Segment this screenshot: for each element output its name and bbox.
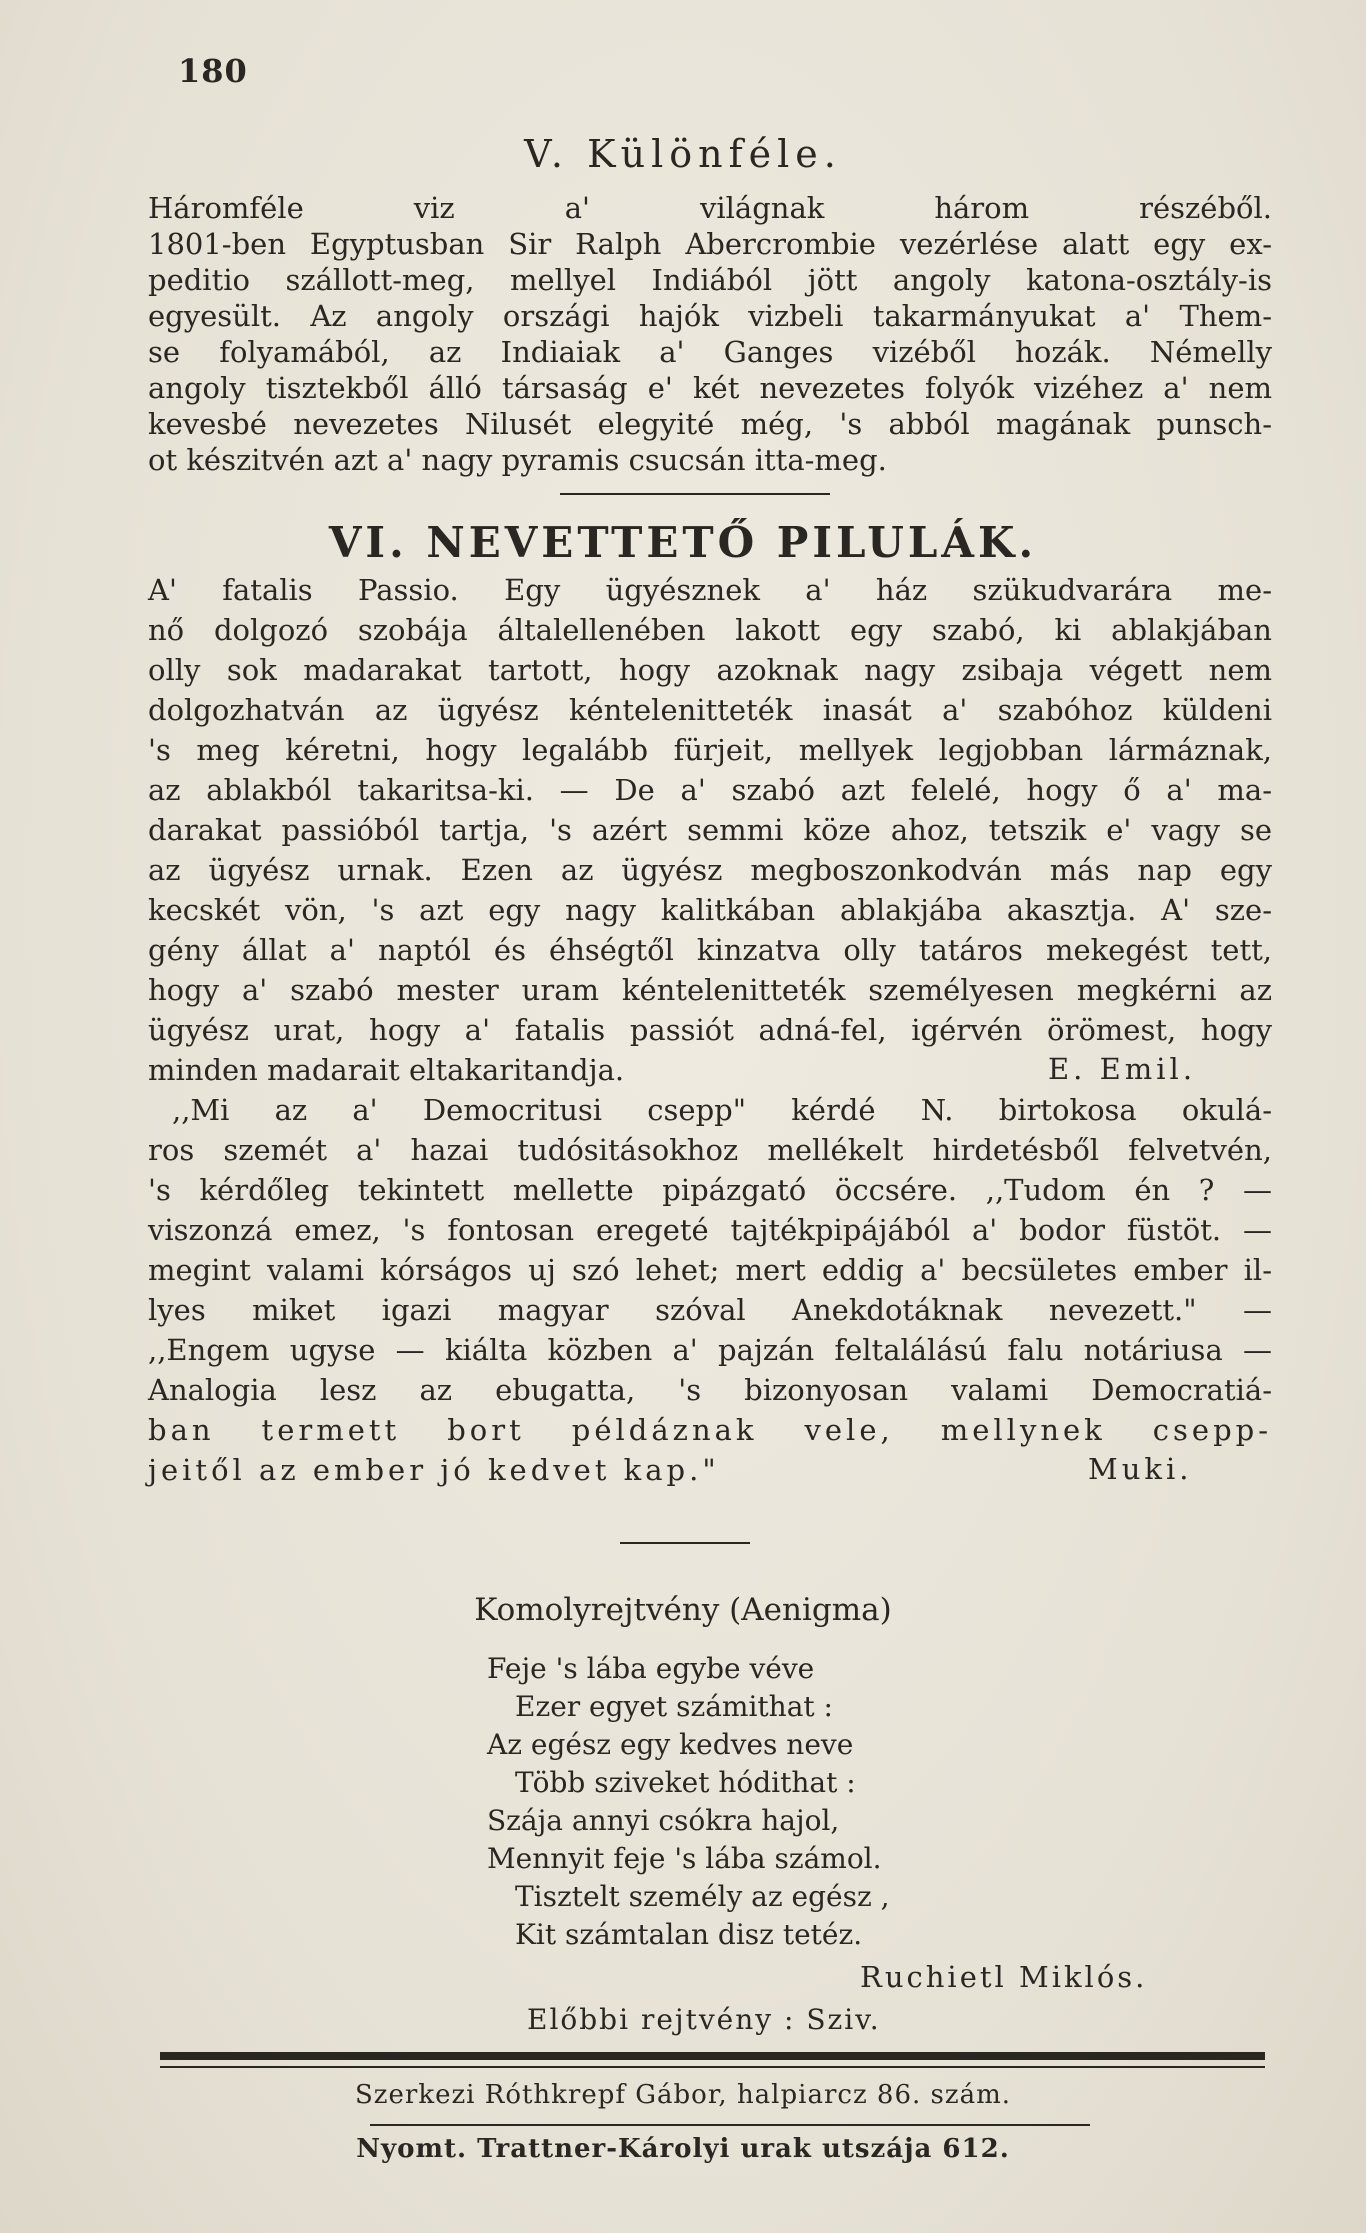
footer-rule-short <box>370 2124 1090 2126</box>
page-number: 180 <box>178 52 248 90</box>
divider-rule <box>620 1542 750 1544</box>
text-line: 's kérdőleg tekintett mellette pipázgató öccsére. ,,Tudom én ? — <box>148 1173 1272 1207</box>
verse-line: Feje 's lába egybe véve <box>487 1652 815 1685</box>
text-line: egyesült. Az angoly országi hajók vizbeli takarmányukat a' Them- <box>148 299 1272 333</box>
footer-rule-thick <box>160 2052 1265 2060</box>
text-line: angoly tisztekből álló társaság e' két nevezetes folyók vizéhez a' nem <box>148 371 1272 405</box>
verse-line: Szája annyi csókra hajol, <box>487 1804 840 1837</box>
text-line: minden madarait eltakaritandja. <box>148 1053 625 1087</box>
text-line: se folyamából, az Indiaiak a' Ganges vizéből hozák. Némelly <box>148 335 1272 369</box>
text-line: hogy a' szabó mester uram kéntelenitteték személyesen megkérni az <box>148 973 1272 1007</box>
printer-credit: Nyomt. Trattner-Károlyi urak utszája 612. <box>356 2134 1010 2164</box>
text-line: az ügyész urnak. Ezen az ügyész megboszonkodván más nap egy <box>148 853 1272 887</box>
text-line: jeitől az ember jó kedvet kap." <box>148 1453 720 1487</box>
text-line: dolgozhatván az ügyész kéntelenitteték inasát a' szabóhoz küldeni <box>148 693 1272 727</box>
previous-answer: Előbbi rejtvény : Sziv. <box>527 2003 881 2036</box>
verse-line: Kit számtalan disz tetéz. <box>515 1918 863 1951</box>
signature-muki: Muki. <box>1088 1452 1193 1486</box>
verse-line: Ezer egyet számithat : <box>515 1690 833 1723</box>
text-line: nő dolgozó szobája általellenében lakott egy szabó, ki ablakjában <box>148 613 1272 647</box>
text-line: megint valami kórságos uj szó lehet; mert eddig a' becsületes ember il- <box>148 1253 1272 1287</box>
text-line: peditio szállott-meg, mellyel Indiából jött angoly katona-osztály-is <box>148 263 1272 297</box>
footer-rule-thin <box>160 2066 1265 2068</box>
text-line: ban termett bort példáznak vele, mellynek csepp- <box>148 1413 1272 1447</box>
puzzle-author: Ruchietl Miklós. <box>860 1960 1148 1994</box>
verse-line: Az egész egy kedves neve <box>487 1728 854 1761</box>
section-vi-heading: VI. NEVETTETŐ PILULÁK. <box>328 518 1038 567</box>
verse-line: Tisztelt személy az egész , <box>515 1880 890 1913</box>
divider-rule <box>560 493 830 495</box>
text-line: ügyész urat, hogy a' fatalis passiót adná-fel, igérvén örömest, hogy <box>148 1013 1272 1047</box>
verse-line: Több sziveket hódithat : <box>515 1766 856 1799</box>
text-line: viszonzá emez, 's fontosan eregeté tajtékpipájából a' bodor füstöt. — <box>148 1213 1272 1247</box>
text-line: ,,Engem ugyse — kiálta közben a' pajzán feltalálású falu notáriusa — <box>148 1333 1272 1367</box>
text-line: kevesbé nevezetes Nilusét elegyité még, 's abból magának punsch- <box>148 407 1272 441</box>
text-line: A' fatalis Passio. Egy ügyésznek a' ház szükudvarára me- <box>148 573 1272 607</box>
verse-line: Mennyit feje 's lába számol. <box>487 1842 882 1875</box>
editor-credit: Szerkezi Róthkrepf Gábor, halpiarcz 86. szám. <box>355 2080 1011 2110</box>
text-line: gény állat a' naptól és éhségtől kinzatva olly tatáros mekegést tett, <box>148 933 1272 967</box>
text-line: Háromféle viz a' világnak három részéből. <box>148 191 1272 225</box>
text-line: ot készitvén azt a' nagy pyramis csucsán itta-meg. <box>148 443 887 477</box>
text-line: darakat passióból tartja, 's azért semmi köze ahoz, tetszik e' vagy se <box>148 813 1272 847</box>
text-line: ros szemét a' hazai tudósitásokhoz mellékelt hirdetésből felvetvén, <box>148 1133 1272 1167</box>
text-line: kecskét vön, 's azt egy nagy kalitkában ablakjába akasztja. A' sze- <box>148 893 1272 927</box>
puzzle-heading: Komolyrejtvény (Aenigma) <box>474 1592 892 1628</box>
text-line: ,,Mi az a' Democritusi csepp" kérdé N. birtokosa okulá- <box>172 1093 1272 1127</box>
text-line: Analogia lesz az ebugatta, 's bizonyosan valami Democratiá- <box>148 1373 1272 1407</box>
section-v-heading: V. Különféle. <box>524 132 842 176</box>
signature-emil: E. Emil. <box>1048 1052 1197 1086</box>
text-line: 's meg kéretni, hogy legalább fürjeit, mellyek legjobban lármáznak, <box>148 733 1272 767</box>
text-line: olly sok madarakat tartott, hogy azoknak nagy zsibaja végett nem <box>148 653 1272 687</box>
text-line: az ablakból takaritsa-ki. — De a' szabó azt felelé, hogy ő a' ma- <box>148 773 1272 807</box>
text-line: 1801-ben Egyptusban Sir Ralph Abercrombie vezérlése alatt egy ex- <box>148 227 1272 261</box>
text-line: lyes miket igazi magyar szóval Anekdotáknak nevezett." — <box>148 1293 1272 1327</box>
